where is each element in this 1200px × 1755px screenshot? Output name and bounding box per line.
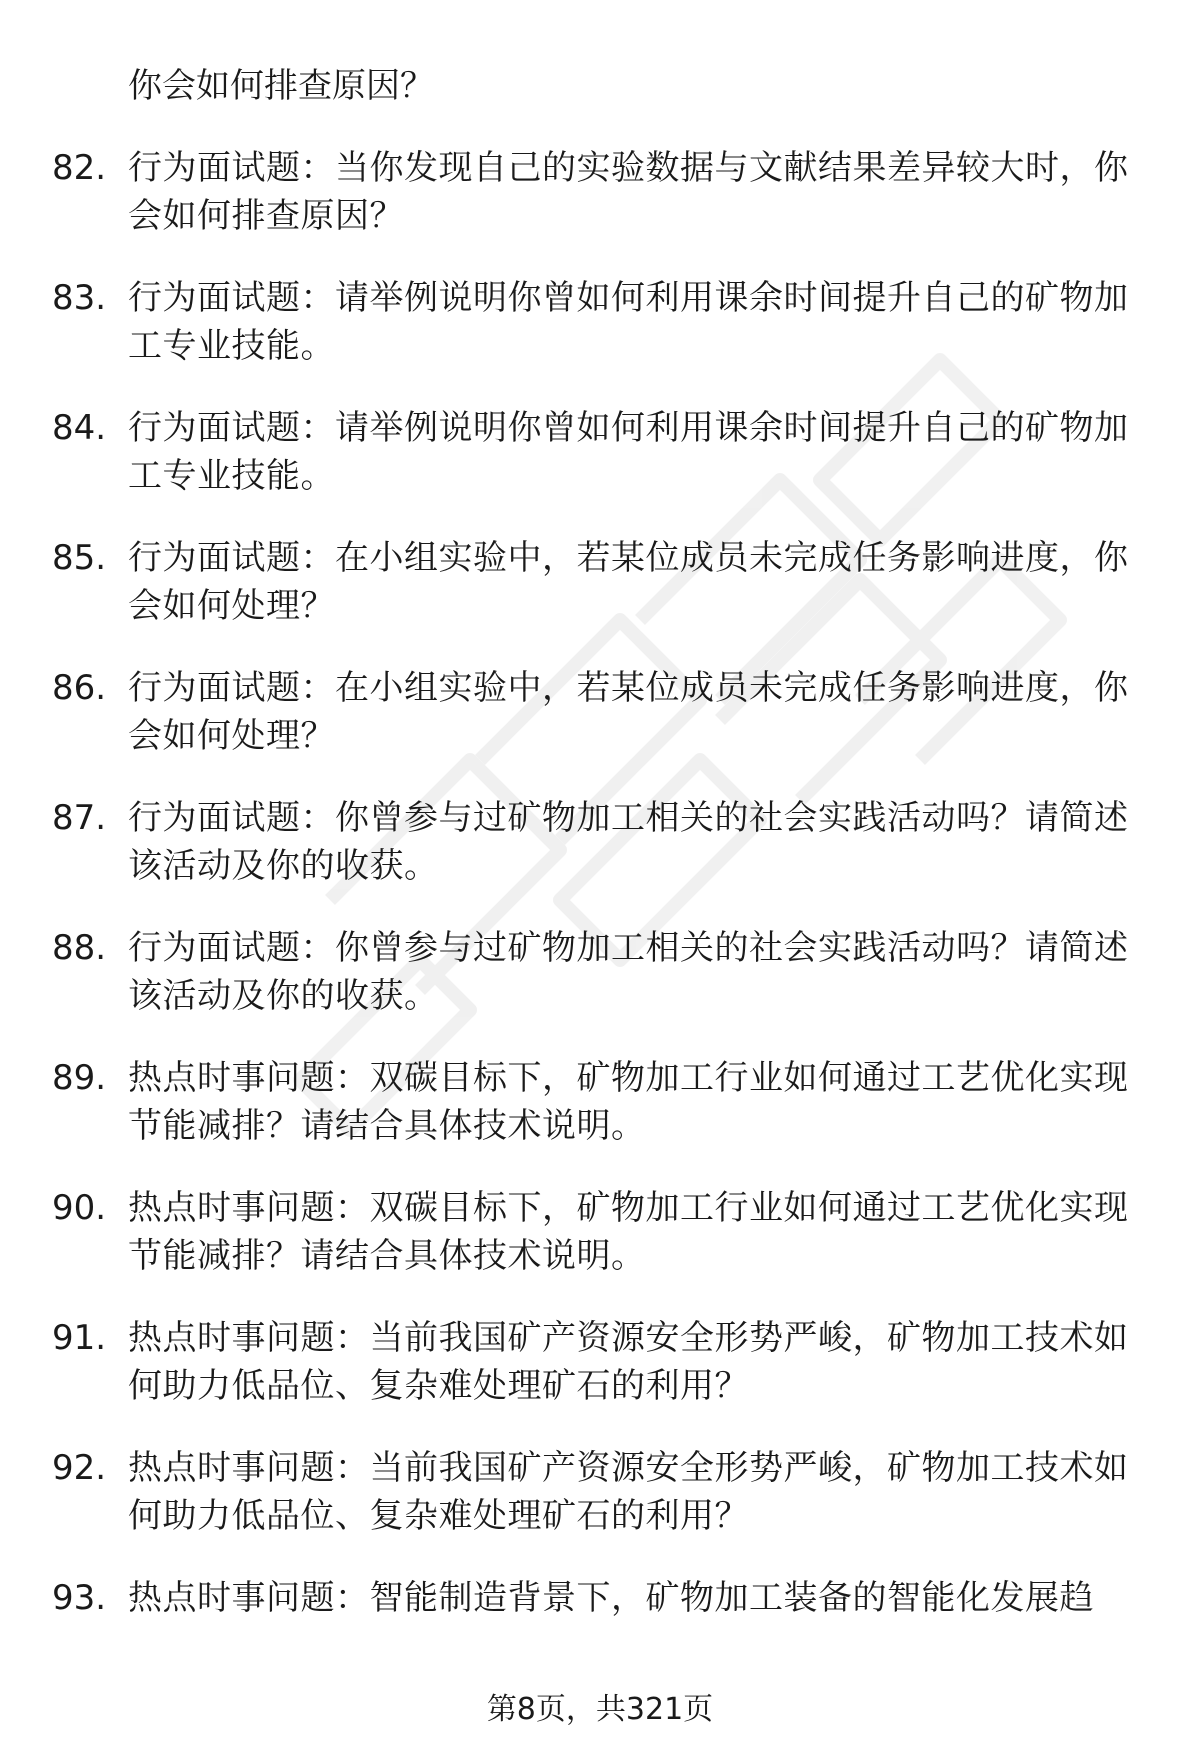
question-text: 热点时事问题：当前我国矿产资源安全形势严峻，矿物加工技术如何助力低品位、复杂难处理矿石的利用？ — [128, 1448, 1129, 1536]
question-text: 行为面试题：请举例说明你曾如何利用课余时间提升自己的矿物加工专业技能。 — [128, 278, 1129, 366]
list-item — [0, 794, 1200, 924]
question-list — [0, 144, 1200, 1704]
question-text: 热点时事问题：当前我国矿产资源安全形势严峻，矿物加工技术如何助力低品位、复杂难处理矿石的利用？ — [128, 1318, 1129, 1406]
question-text: 行为面试题：你曾参与过矿物加工相关的社会实践活动吗？请简述该活动及你的收获。 — [128, 928, 1129, 1016]
question-number: 82. — [52, 148, 107, 188]
question-number: 93. — [52, 1578, 107, 1618]
question-number: 91. — [52, 1318, 107, 1358]
question-text: 行为面试题：在小组实验中，若某位成员未完成任务影响进度，你会如何处理？ — [128, 668, 1129, 756]
question-number: 89. — [52, 1058, 107, 1098]
list-item — [0, 1314, 1200, 1444]
list-item — [0, 404, 1200, 534]
question-text: 行为面试题：请举例说明你曾如何利用课余时间提升自己的矿物加工专业技能。 — [128, 408, 1129, 496]
question-number: 88. — [52, 928, 107, 968]
question-text: 热点时事问题：智能制造背景下，矿物加工装备的智能化发展趋 — [128, 1578, 1094, 1618]
question-number: 87. — [52, 798, 107, 838]
list-item — [0, 274, 1200, 404]
list-item — [0, 1444, 1200, 1574]
list-item — [0, 534, 1200, 664]
list-item — [0, 1184, 1200, 1314]
list-item — [0, 664, 1200, 794]
list-item — [0, 144, 1200, 274]
question-number: 84. — [52, 408, 107, 448]
question-number: 86. — [52, 668, 107, 708]
question-number: 90. — [52, 1188, 107, 1228]
continuation-text: 你会如何排查原因？ — [128, 66, 434, 106]
list-item — [0, 1054, 1200, 1184]
question-number: 83. — [52, 278, 107, 318]
question-text: 热点时事问题：双碳目标下，矿物加工行业如何通过工艺优化实现节能减排？请结合具体技术说明。 — [128, 1058, 1129, 1146]
question-number: 85. — [52, 538, 107, 578]
question-text: 热点时事问题：双碳目标下，矿物加工行业如何通过工艺优化实现节能减排？请结合具体技术说明。 — [128, 1188, 1129, 1276]
question-text: 行为面试题：在小组实验中，若某位成员未完成任务影响进度，你会如何处理？ — [128, 538, 1129, 626]
list-item — [0, 924, 1200, 1054]
page-footer: 第8页，共321页 — [486, 1692, 714, 1727]
list-item — [0, 1574, 1200, 1704]
question-text: 行为面试题：你曾参与过矿物加工相关的社会实践活动吗？请简述该活动及你的收获。 — [128, 798, 1129, 886]
question-text: 行为面试题：当你发现自己的实验数据与文献结果差异较大时，你会如何排查原因？ — [128, 148, 1129, 236]
question-number: 92. — [52, 1448, 107, 1488]
